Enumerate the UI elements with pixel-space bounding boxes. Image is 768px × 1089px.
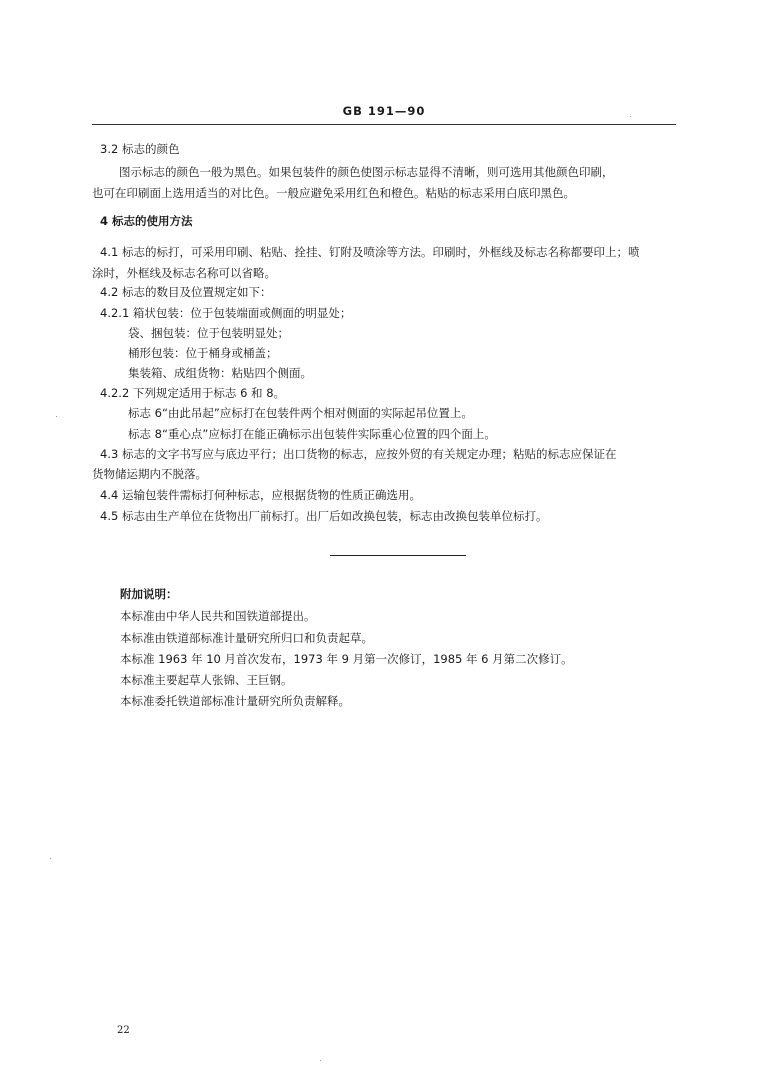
note-line: 本标准主要起草人张锦、王巨钢。 — [120, 673, 293, 687]
scan-speck — [320, 1060, 321, 1061]
list-item: 标志 6“由此吊起”应标打在包装件两个相对侧面的实际起吊位置上。 — [128, 406, 473, 420]
scan-speck — [50, 858, 51, 859]
document-header: GB 191—90 — [342, 104, 426, 118]
separator-rule — [330, 555, 466, 556]
paragraph-line: 涂时，外框线及标志名称可以省略。 — [92, 266, 276, 280]
clause-4-2: 4.2 标志的数目及位置规定如下： — [100, 285, 272, 299]
clause-4-4: 4.4 运输包装件需标打何种标志，应根据货物的性质正确选用。 — [100, 488, 421, 502]
clause-4-2-2: 4.2.2 下列规定适用于标志 6 和 8。 — [100, 386, 286, 400]
note-line: 本标准由铁道部标准计量研究所归口和负责起草。 — [120, 631, 373, 645]
notes-heading: 附加说明： — [120, 587, 178, 601]
list-item: 桶形包装：位于桶身或桶盖； — [128, 346, 278, 360]
paragraph-line: 货物储运期内不脱落。 — [92, 467, 207, 481]
note-line: 本标准 1963 年 10 月首次发布，1973 年 9 月第一次修订，1985 年 6 月第二次修订。 — [120, 652, 573, 666]
scan-speck — [630, 116, 631, 117]
paragraph-line: 也可在印刷面上选用适当的对比色。一般应避免采用红色和橙色。粘贴的标志采用白底印黑色。 — [92, 186, 575, 200]
note-line: 本标准由中华人民共和国铁道部提出。 — [120, 609, 316, 623]
header-rule — [92, 124, 676, 125]
section-3-2-heading: 3.2 标志的颜色 — [100, 142, 180, 156]
scan-speck — [56, 416, 57, 417]
page-number: 22 — [117, 1025, 130, 1036]
list-item: 标志 8“重心点”应标打在能正确标示出包装件实际重心位置的四个面上。 — [128, 427, 496, 441]
clause-4-3: 4.3 标志的文字书写应与底边平行；出口货物的标志，应按外贸的有关规定办理；粘贴的标志应保证在 — [100, 447, 617, 461]
note-line: 本标准委托铁道部标准计量研究所负责解释。 — [120, 694, 350, 708]
section-4-heading: 4 标志的使用方法 — [100, 214, 193, 228]
clause-4-1: 4.1 标志的标打，可采用印刷、粘贴、拴挂、钉附及喷涂等方法。印刷时，外框线及标志名称都要印上；喷 — [100, 245, 640, 259]
list-item: 集装箱、成组货物：粘贴四个侧面。 — [128, 366, 312, 380]
clause-4-5: 4.5 标志由生产单位在货物出厂前标打。出厂后如改换包装，标志由改换包装单位标打。 — [100, 509, 548, 523]
paragraph-line: 图示标志的颜色一般为黑色。如果包装件的颜色使图示标志显得不清晰，则可选用其他颜色印刷， — [119, 165, 614, 179]
clause-4-2-1: 4.2.1 箱状包装：位于包装端面或侧面的明显处； — [100, 306, 352, 320]
list-item: 袋、捆包装：位于包装明显处； — [128, 326, 289, 340]
